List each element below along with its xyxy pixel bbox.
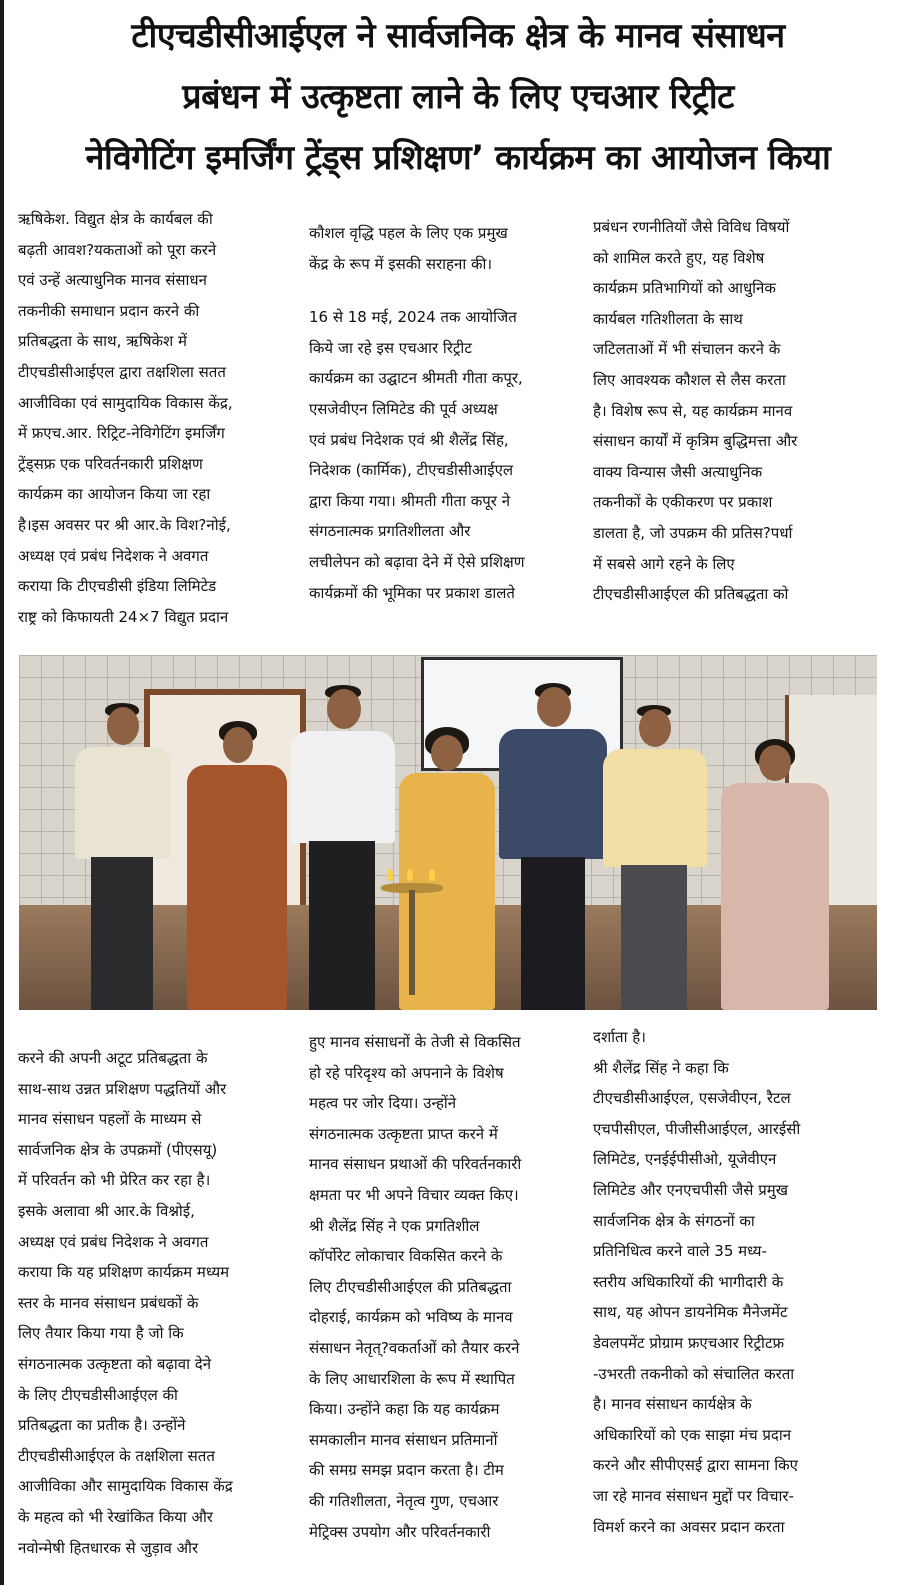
text-line: किये जा रहे इस एचआर रिट्रीट bbox=[309, 338, 472, 357]
text-line: में फ्रएच.आर. रिट्रिट-नेविगेटिंग इमर्जिंग bbox=[18, 424, 225, 443]
text-line: की समग्र समझ प्रदान करता है। टीम bbox=[309, 1461, 504, 1480]
text-line: में परिवर्तन को भी प्रेरित कर रहा है। bbox=[18, 1171, 211, 1190]
text-line: टीएचडीसीआईएल, एसजेवीएन, रैटल bbox=[593, 1089, 791, 1108]
headline bbox=[18, 6, 898, 189]
photo-person-5 bbox=[495, 683, 611, 1010]
text-line: मेट्रिक्स उपयोग और परिवर्तनकारी bbox=[309, 1522, 491, 1541]
text-line: कार्यक्रम का आयोजन किया जा रहा bbox=[18, 485, 211, 504]
text-line: संगठनात्मक उत्कृष्टता प्राप्त करने में bbox=[309, 1124, 498, 1143]
text-line: एवं उन्हें अत्याधुनिक मानव संसाधन bbox=[18, 271, 207, 290]
text-line: के लिए आधारशिला के रूप में स्थापित bbox=[309, 1369, 515, 1388]
text-line: संसाधन नेतृत्?वकर्ताओं को तैयार करने bbox=[309, 1338, 520, 1357]
text-line: संगठनात्मक प्रगतिशीलता और bbox=[309, 522, 471, 541]
text-line: प्रतिनिधित्व करने वाले 35 मध्य- bbox=[593, 1242, 767, 1261]
headline-line-3: नेविगेटिंग इमर्जिंग ट्रेंड्स प्रशिक्षण’ कार्यक्रम का आयोजन किया bbox=[85, 138, 831, 178]
event-photo bbox=[19, 655, 877, 1010]
text-line: द्वारा किया गया। श्रीमती गीता कपूर ने bbox=[309, 491, 511, 510]
text-line: कराया कि यह प्रशिक्षण कार्यक्रम मध्यम bbox=[18, 1263, 230, 1282]
text-line: लिए टीएचडीसीआईएल की प्रतिबद्धता bbox=[309, 1277, 512, 1296]
text-line: मानव संसाधन प्रथाओं की परिवर्तनकारी bbox=[309, 1155, 522, 1174]
text-line: संसाधन कार्यों में कृत्रिम बुद्धिमत्ता और bbox=[593, 432, 798, 451]
text-line: प्रतिबद्धता के साथ, ऋषिकेश में bbox=[18, 332, 187, 351]
text-line: किया। उन्होंने कहा कि यह कार्यक्रम bbox=[309, 1400, 500, 1419]
text-line: के महत्व को भी रेखांकित किया और bbox=[18, 1507, 213, 1526]
text-line: 16 से 18 मई, 2024 तक आयोजित bbox=[309, 308, 517, 327]
text-line: टीएचडीसीआईएल द्वारा तक्षशिला सतत bbox=[18, 362, 226, 381]
text-line: सार्वजनिक क्षेत्र के उपक्रमों (पीएसयू) bbox=[18, 1140, 218, 1159]
text-line: को शामिल करते हुए, यह विशेष bbox=[593, 248, 765, 267]
text-line: विमर्श करने का अवसर प्रदान करता bbox=[593, 1517, 785, 1536]
text-line: इसके अलावा श्री आर.के विश्नोई, bbox=[18, 1201, 195, 1220]
text-line: कॉर्पोरेट लोकाचार विकसित करने के bbox=[309, 1247, 503, 1266]
text-line: जा रहे मानव संसाधन मुद्दों पर विचार- bbox=[593, 1486, 794, 1505]
article-column-2-para-1 bbox=[309, 218, 579, 279]
text-line: के लिए टीएचडीसीआईएल की bbox=[18, 1385, 178, 1404]
text-line: लिए तैयार किया गया है जो कि bbox=[18, 1324, 184, 1343]
text-line: प्रबंधन रणनीतियों जैसे विविध विषयों bbox=[593, 218, 790, 236]
text-line: श्री शैलेंद्र सिंह ने कहा कि bbox=[593, 1058, 729, 1077]
photo-lamp-flame bbox=[429, 869, 435, 881]
photo-person-3 bbox=[285, 685, 401, 1010]
text-line: संगठनात्मक उत्कृष्टता को बढ़ावा देने bbox=[18, 1354, 212, 1373]
text-line: साथ, यह ओपन डायनेमिक मैनेजमेंट bbox=[593, 1303, 788, 1322]
text-line: बढ़ती आवश?यकताओं को पूरा करने bbox=[18, 240, 217, 259]
text-line: केंद्र के रूप में इसकी सराहना की। bbox=[309, 254, 493, 273]
paragraph-gap bbox=[309, 279, 579, 302]
text-line: -उभरती तकनीको को संचालित करता bbox=[593, 1364, 795, 1383]
article-column-6 bbox=[593, 1022, 868, 1542]
text-line: कार्यक्रम का उद्घाटन श्रीमती गीता कपूर, bbox=[309, 369, 523, 388]
text-line: एचपीसीएल, पीजीसीआईएल, आरईसी bbox=[593, 1119, 801, 1138]
text-line: की गतिशीलता, नेतृत्व गुण, एचआर bbox=[309, 1491, 499, 1510]
text-line: आजीविका एवं सामुदायिक विकास केंद्र, bbox=[18, 393, 233, 412]
text-line: कार्यबल गतिशीलता के साथ bbox=[593, 309, 743, 328]
text-line: मानव संसाधन पहलों के माध्यम से bbox=[18, 1110, 202, 1129]
text-line: लिमिटेड और एनएचपीसी जैसे प्रमुख bbox=[593, 1180, 788, 1199]
text-line: ऋषिकेश. विद्युत क्षेत्र के कार्यबल की bbox=[18, 210, 213, 228]
text-line: ट्रेंड्सफ्र एक परिवर्तनकारी प्रशिक्षण bbox=[18, 454, 203, 473]
photo-lamp-flame bbox=[407, 869, 413, 881]
text-line: दोहराई, कार्यक्रम को भविष्य के मानव bbox=[309, 1308, 513, 1327]
text-line: जटिलताओं में भी संचालन करने के bbox=[593, 340, 781, 359]
text-line: महत्व पर जोर दिया। उन्होंने bbox=[309, 1094, 457, 1113]
text-line: समकालीन मानव संसाधन प्रतिमानों bbox=[309, 1430, 498, 1449]
article-column-3 bbox=[593, 212, 868, 610]
text-line: अध्यक्ष एवं प्रबंध निदेशक ने अवगत bbox=[18, 1232, 209, 1251]
text-line: डालता है, जो उपक्रम की प्रतिस?पर्धा bbox=[593, 523, 793, 542]
photo-lamp-stand bbox=[409, 890, 415, 995]
text-line: है। मानव संसाधन कार्यक्षेत्र के bbox=[593, 1395, 752, 1414]
text-line: साथ-साथ उन्नत प्रशिक्षण पद्धतियों और bbox=[18, 1079, 227, 1098]
text-line: राष्ट्र को किफायती 24×7 विद्युत प्रदान bbox=[18, 607, 229, 626]
article-column-4 bbox=[18, 1043, 293, 1563]
text-line: सार्वजनिक क्षेत्र के संगठनों का bbox=[593, 1211, 755, 1230]
text-line: लिमिटेड, एनईईपीसीओ, यूजेवीएन bbox=[593, 1150, 777, 1169]
text-line: लिए आवश्यक कौशल से लैस करता bbox=[593, 370, 786, 389]
text-line: है। विशेष रूप से, यह कार्यक्रम मानव bbox=[593, 401, 793, 420]
text-line: आजीविका और सामुदायिक विकास केंद्र bbox=[18, 1477, 233, 1496]
photo-person-1 bbox=[67, 703, 177, 1010]
text-line: अध्यक्ष एवं प्रबंध निदेशक ने अवगत bbox=[18, 546, 209, 565]
photo-lamp-flame bbox=[387, 869, 393, 881]
text-line: स्तर के मानव संसाधन प्रबंधकों के bbox=[18, 1293, 199, 1312]
article-column-2 bbox=[309, 218, 579, 608]
text-line: करने और सीपीएसई द्वारा सामना किए bbox=[593, 1456, 798, 1475]
text-line: श्री शैलेंद्र सिंह ने एक प्रगतिशील bbox=[309, 1216, 480, 1235]
text-line: टीएचडीसीआईएल की प्रतिबद्धता को bbox=[593, 585, 789, 604]
photo-person-2 bbox=[181, 721, 293, 1010]
text-line: एसजेवीएन लिमिटेड की पूर्व अध्यक्ष bbox=[309, 399, 498, 418]
text-line: स्तरीय अधिकारियों की भागीदारी के bbox=[593, 1272, 784, 1291]
article-column-1 bbox=[18, 204, 293, 632]
article-column-5 bbox=[309, 1027, 579, 1547]
text-line: कराया कि टीएचडीसी इंडिया लिमिटेड bbox=[18, 577, 217, 596]
text-line: करने की अपनी अटूट प्रतिबद्धता के bbox=[18, 1049, 208, 1067]
article-column-2-para-2 bbox=[309, 302, 579, 608]
text-line: कार्यक्रमों की भूमिका पर प्रकाश डालते bbox=[309, 583, 515, 602]
photo-person-6 bbox=[599, 705, 711, 1010]
text-line: वाक्य विन्यास जैसी अत्याधुनिक bbox=[593, 462, 763, 481]
text-line: क्षमता पर भी अपने विचार व्यक्त किए। bbox=[309, 1185, 519, 1204]
text-line: नवोन्मेषी हितधारक से जुड़ाव और bbox=[18, 1538, 199, 1557]
text-line: निदेशक (कार्मिक), टीएचडीसीआईएल bbox=[309, 461, 514, 480]
text-line: में सबसे आगे रहने के लिए bbox=[593, 554, 735, 573]
text-line: तकनीकों के एकीकरण पर प्रकाश bbox=[593, 493, 773, 512]
text-line: तकनीकी समाधान प्रदान करने की bbox=[18, 301, 200, 320]
headline-line-1: टीएचडीसीआईएल ने सार्वजनिक क्षेत्र के मानव संसाधन bbox=[131, 16, 785, 56]
headline-line-2: प्रबंधन में उत्कृष्टता लाने के लिए एचआर रिट्रीट bbox=[182, 77, 734, 117]
page-left-border bbox=[0, 0, 4, 1585]
text-line: कौशल वृद्धि पहल के लिए एक प्रमुख bbox=[309, 224, 508, 242]
text-line: प्रतिबद्धता का प्रतीक है। उन्होंने bbox=[18, 1416, 186, 1435]
text-line: दर्शाता है। bbox=[593, 1028, 646, 1046]
text-line: डेवलपमेंट प्रोग्राम फ्रएचआर रिट्रीटफ्र bbox=[593, 1333, 785, 1352]
text-line: एवं प्रबंध निदेशक एवं श्री शैलेंद्र सिंह, bbox=[309, 430, 509, 449]
text-line: टीएचडीसीआईएल के तक्षशिला सतत bbox=[18, 1446, 215, 1465]
text-line: हुए मानव संसाधनों के तेजी से विकसित bbox=[309, 1033, 521, 1051]
text-line: है।इस अवसर पर श्री आर.के विश?नोई, bbox=[18, 515, 231, 534]
text-line: कार्यक्रम प्रतिभागियों को आधुनिक bbox=[593, 279, 776, 298]
text-line: लचीलेपन को बढ़ावा देने में ऐसे प्रशिक्षण bbox=[309, 552, 525, 571]
photo-person-7 bbox=[715, 739, 835, 1010]
text-line: हो रहे परिदृश्य को अपनाने के विशेष bbox=[309, 1063, 504, 1082]
text-line: अधिकारियों को एक साझा मंच प्रदान bbox=[593, 1425, 792, 1444]
